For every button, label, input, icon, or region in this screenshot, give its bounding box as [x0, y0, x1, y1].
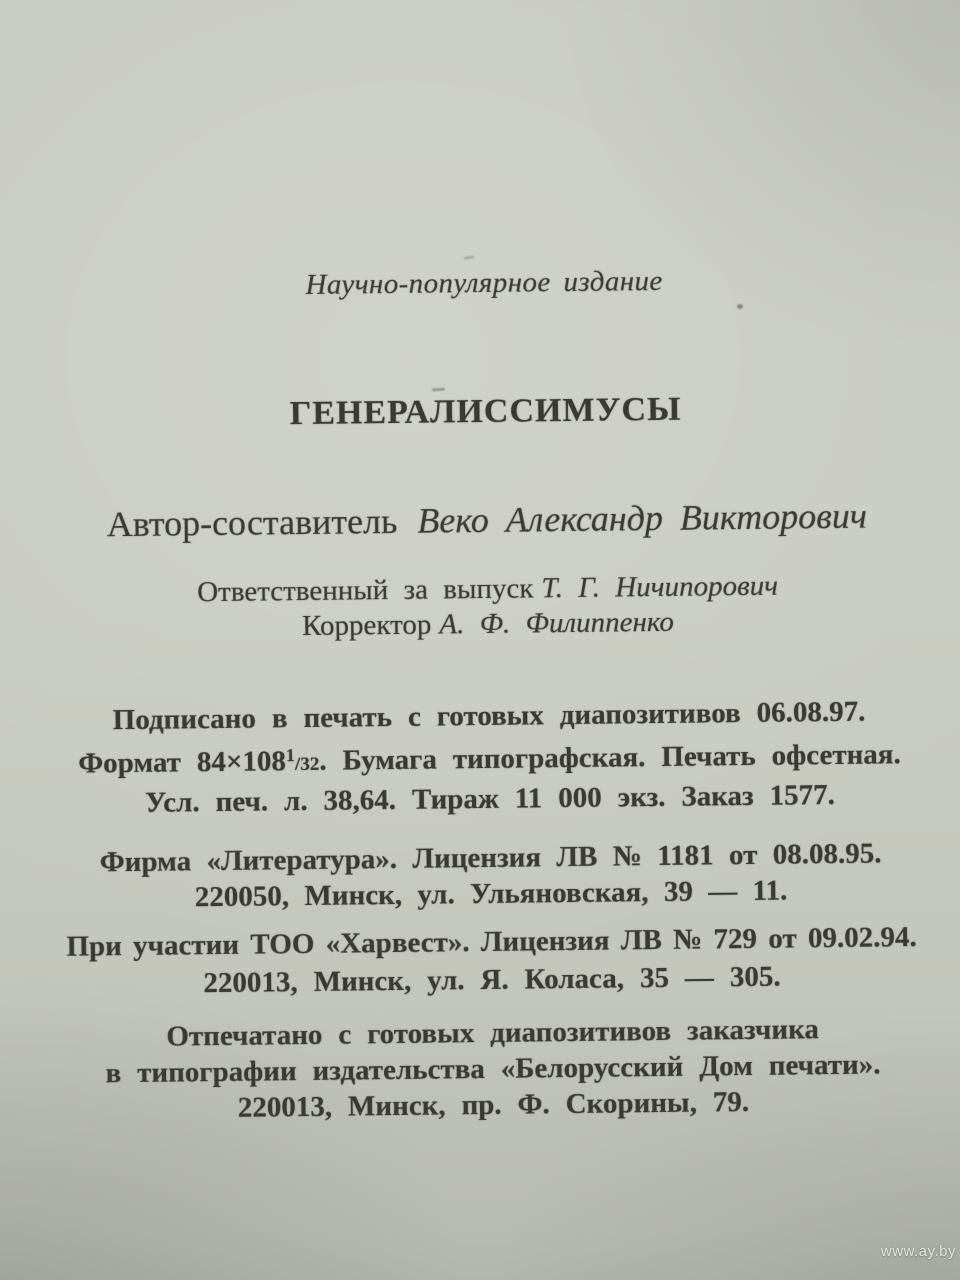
staff-role: Ответственный за выпуск: [197, 572, 534, 609]
publisher-block: [16, 835, 960, 918]
staff-name: Т. Г. Ничипорович: [541, 569, 779, 605]
format-post: . Бумага типографская. Печать офсетная.: [319, 738, 901, 777]
staff-role: Корректор: [301, 608, 432, 643]
co-publisher-block: [17, 918, 960, 1005]
edition-type: Научно-популярное издание: [305, 264, 663, 301]
printing-house-block: [18, 1010, 960, 1129]
co-publisher-address: 220013, Минск, ул. Я. Коласа, 35 — 305.: [203, 960, 781, 1000]
printing-house-address: 220013, Минск, пр. Ф. Скорины, 79.: [237, 1085, 750, 1124]
format-pre: Формат 84×108: [78, 745, 287, 780]
author-label: Автор-составитель: [106, 500, 398, 545]
printing-house-line: в типографии издательства «Белорусский Дом печати».: [105, 1048, 881, 1090]
printing-house-line: Отпечатано с готовых диапозитивов заказчика: [166, 1013, 820, 1053]
paper-speck: [737, 304, 743, 309]
print-info-line: Подписано в печать с готовых диапозитивов 06.08.97.: [112, 695, 866, 737]
staff-name: А. Ф. Филиппенко: [439, 605, 675, 641]
site-watermark: www.ay.by: [880, 1243, 956, 1260]
author-line: [13, 491, 960, 550]
author-name: Веко Александр Викторович: [417, 495, 868, 541]
publisher-address: 220050, Минск, ул. Ульяновская, 39 — 11.: [194, 874, 788, 914]
format-denominator: /32: [294, 753, 320, 776]
staff-block: [13, 567, 960, 648]
co-publisher-line: При участии ТОО «Харвест». Лицензия ЛВ № 729 от 09.02.94.: [66, 921, 917, 963]
print-info-line: Усл. печ. л. 38,64. Тираж 11 000 экз. Заказ 1577.: [144, 778, 835, 819]
format-numerator: 1: [285, 745, 295, 766]
publisher-line: Фирма «Литература». Лицензия ЛВ № 1181 от 08.08.95.: [99, 837, 882, 879]
print-info-block: [15, 693, 960, 824]
book-title: ГЕНЕРАЛИССИМУСЫ: [289, 390, 682, 433]
